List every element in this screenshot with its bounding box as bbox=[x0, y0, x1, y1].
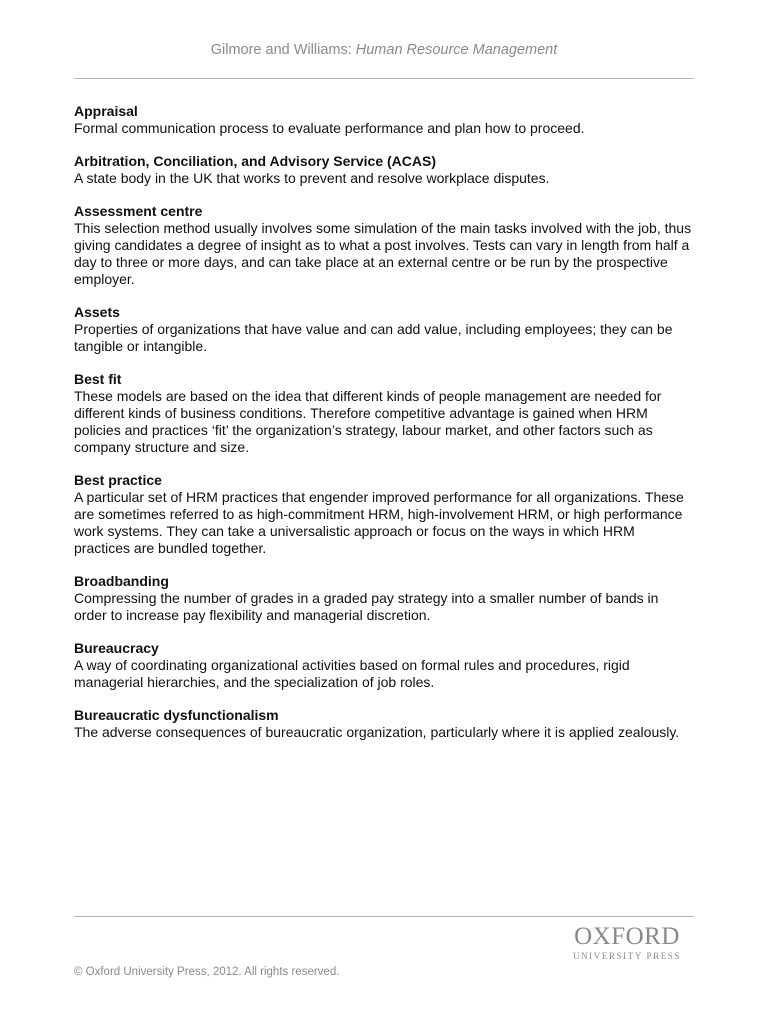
header-authors: Gilmore and Williams: bbox=[210, 42, 352, 58]
footer-divider bbox=[74, 916, 694, 917]
glossary-entry bbox=[74, 304, 694, 355]
glossary-term: Broadbanding bbox=[74, 573, 169, 589]
glossary-definition: Compressing the number of grades in a graded pay strategy into a smaller number of bands in order to increase pay flexibility and managerial discretion. bbox=[74, 590, 659, 623]
glossary-entry bbox=[74, 203, 694, 288]
glossary-entry bbox=[74, 707, 694, 741]
glossary-term: Assets bbox=[74, 304, 120, 320]
glossary-definition: A particular set of HRM practices that engender improved performance for all organizations. These are sometimes referred to as high-commitment HRM, high-involvement HRM, or high performance work systems. They can take a universalistic approach or focus on the ways in which HRM practices are bundled together. bbox=[74, 489, 684, 556]
glossary-definition: A state body in the UK that works to prevent and resolve workplace disputes. bbox=[74, 170, 550, 186]
glossary-term: Best practice bbox=[74, 472, 162, 488]
copyright-notice: © Oxford University Press, 2012. All rights reserved. bbox=[74, 966, 340, 978]
glossary-term: Arbitration, Conciliation, and Advisory Service (ACAS) bbox=[74, 153, 436, 169]
page-header bbox=[0, 42, 768, 58]
glossary-term: Appraisal bbox=[74, 103, 138, 119]
glossary-entry bbox=[74, 371, 694, 456]
glossary-entry bbox=[74, 153, 694, 187]
glossary-term: Best fit bbox=[74, 371, 122, 387]
glossary-definition: A way of coordinating organizational activities based on formal rules and procedures, rigid managerial hierarchies, and the specialization of job roles. bbox=[74, 657, 630, 690]
glossary-term: Assessment centre bbox=[74, 203, 203, 219]
glossary-entry bbox=[74, 640, 694, 691]
header-book-title: Human Resource Management bbox=[355, 42, 558, 58]
glossary-term: Bureaucratic dysfunctionalism bbox=[74, 707, 279, 723]
glossary-entry bbox=[74, 573, 694, 624]
glossary-definition: This selection method usually involves some simulation of the main tasks involved with the job, thus giving candidates a degree of insight as to what a post involves. Tests can vary in length from half a day to three or more days, and can take place at an external centre or be run by the prospective employer. bbox=[74, 220, 692, 287]
logo-wordmark: OXFORD bbox=[574, 923, 680, 950]
glossary-definition: Formal communication process to evaluate performance and plan how to proceed. bbox=[74, 120, 585, 136]
glossary-entry bbox=[74, 103, 694, 137]
glossary-list bbox=[74, 103, 694, 757]
glossary-definition: Properties of organizations that have value and can add value, including employees; they can be tangible or intangible. bbox=[74, 321, 673, 354]
glossary-definition: The adverse consequences of bureaucratic organization, particularly where it is applied zealously. bbox=[74, 724, 680, 740]
oxford-logo bbox=[560, 924, 694, 962]
glossary-definition: These models are based on the idea that different kinds of people management are needed for different kinds of business conditions. Therefore competitive advantage is gained when HRM policies and practices ‘fit’ the organization’s strategy, labour market, and other factors such as company structure and size. bbox=[74, 388, 662, 455]
glossary-entry bbox=[74, 472, 694, 557]
header-divider bbox=[74, 78, 694, 79]
glossary-term: Bureaucracy bbox=[74, 640, 159, 656]
logo-subline: UNIVERSITY PRESS bbox=[572, 951, 682, 961]
